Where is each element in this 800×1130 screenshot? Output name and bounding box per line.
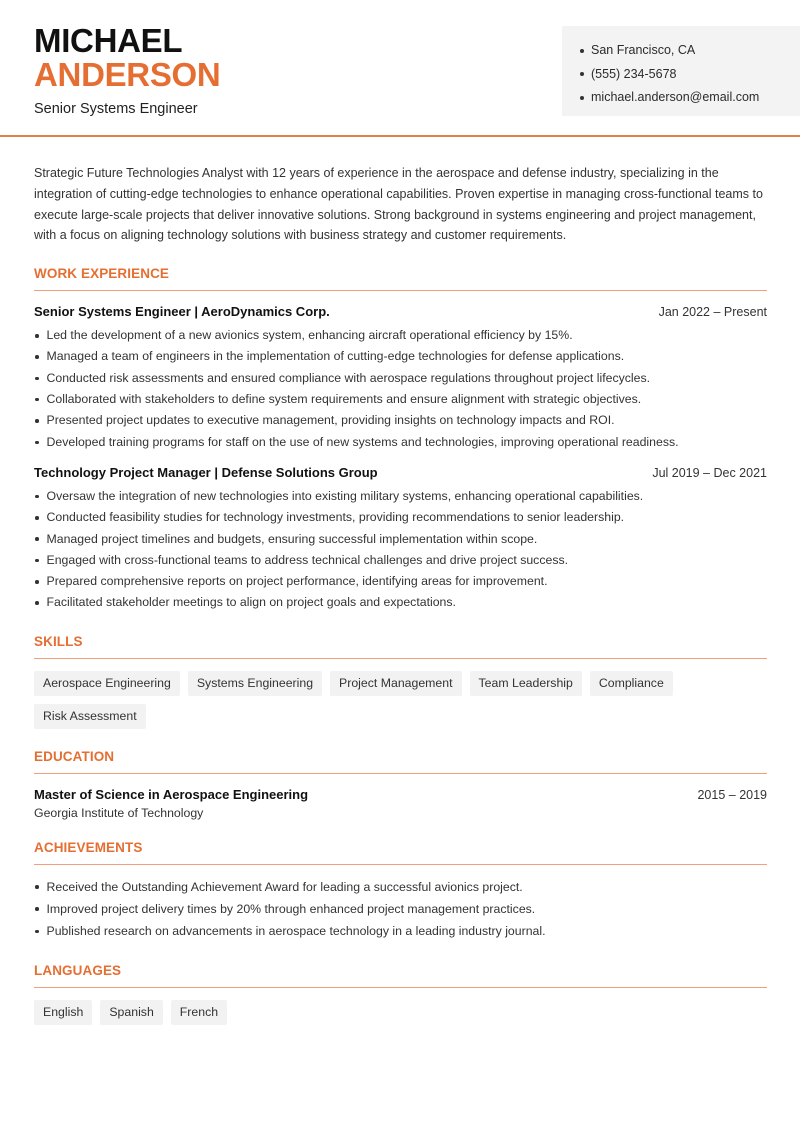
work-experience-section [34, 266, 767, 614]
bullet-icon [35, 537, 39, 541]
bullet-text: Improved project delivery times by 20% through enhanced project management practices. [46, 902, 536, 917]
list-item [34, 592, 767, 613]
job-bullets [34, 486, 767, 614]
bullet-icon [35, 885, 39, 889]
bullet-icon [35, 355, 39, 359]
skill-chip: Aerospace Engineering [34, 671, 180, 696]
bullet-text: Managed project timelines and budgets, ensuring successful implementation within scope. [46, 531, 538, 546]
contact-email[interactable] [580, 86, 800, 110]
bullet-text: Conducted risk assessments and ensured compliance with aerospace regulations throughout project lifecycles. [46, 370, 651, 385]
education-degree: Master of Science in Aerospace Engineering [34, 786, 309, 802]
bullet-icon [35, 441, 39, 445]
first-name: MICHAEL [34, 22, 183, 59]
bullet-icon [35, 398, 39, 402]
list-item [34, 325, 767, 346]
bullet-icon [580, 96, 584, 100]
bullet-text: Conducted feasibility studies for technology investments, providing recommendations to senior leadership. [46, 510, 625, 525]
skill-chip: Team Leadership [470, 671, 582, 696]
bullet-icon [35, 601, 39, 605]
contact-box [562, 26, 800, 116]
bullet-text: Presented project updates to executive management, providing insights on technology impacts and ROI. [46, 413, 615, 428]
summary: Strategic Future Technologies Analyst with 12 years of experience in the aerospace and defense industry, specializing in the integration of cutting-edge technologies to enhance operational capabilities. Proven expertise in managing cross-functional teams to execute large-scale projects that deliver innovative solutions. Strong background in systems engineering and project management, with a focus on aligning technology solutions with business strategy and customer requirements. [34, 166, 763, 243]
skill-chip: Systems Engineering [188, 671, 322, 696]
list-item [34, 920, 767, 942]
education-school: Georgia Institute of Technology [34, 805, 204, 820]
contact-email-text[interactable]: michael.anderson@email.com [591, 90, 760, 104]
skill-chip: Risk Assessment [34, 704, 146, 729]
job-role: Technology Project Manager | Defense Solutions Group [34, 464, 378, 480]
bullet-text: Led the development of a new avionics system, enhancing aircraft operational efficiency by 15%. [46, 328, 573, 343]
skill-chip: Compliance [590, 671, 673, 696]
education-head [34, 787, 767, 802]
list-item [34, 550, 767, 571]
job-dates: Jul 2019 – Dec 2021 [652, 465, 767, 480]
list-item [34, 486, 767, 507]
bullet-icon [35, 495, 39, 499]
name-block [34, 24, 220, 117]
skills-chips [34, 671, 767, 729]
bullet-text: Facilitated stakeholder meetings to align on project goals and expectations. [46, 595, 456, 610]
bullet-text: Developed training programs for staff on the use of new systems and technologies, improving operational readiness. [46, 434, 679, 449]
bullet-text: Engaged with cross-functional teams to address technical challenges and drive project success. [46, 552, 569, 567]
bullet-text: Managed a team of engineers in the implementation of cutting-edge technologies for defense applications. [46, 349, 625, 364]
list-item [34, 876, 767, 898]
language-chip: French [171, 1000, 227, 1025]
list-item [34, 389, 767, 410]
list-item [34, 368, 767, 389]
contact-location-text: San Francisco, CA [591, 43, 696, 57]
language-chip: Spanish [100, 1000, 162, 1025]
job-entry [34, 465, 767, 614]
bullet-text: Oversaw the integration of new technologies into existing military systems, enhancing operational capabilities. [46, 488, 644, 503]
list-item [34, 346, 767, 367]
bullet-icon [35, 516, 39, 520]
contact-location [580, 39, 800, 63]
section-title: WORK EXPERIENCE [34, 266, 767, 291]
job-head [34, 304, 767, 319]
job-bullets [34, 325, 767, 453]
resume-content [34, 163, 767, 1025]
section-title: SKILLS [34, 634, 767, 659]
section-title: EDUCATION [34, 749, 767, 774]
list-item [34, 529, 767, 550]
section-title: ACHIEVEMENTS [34, 840, 767, 865]
bullet-icon [580, 72, 584, 76]
language-chip: English [34, 1000, 92, 1025]
job-head [34, 465, 767, 480]
languages-section [34, 963, 767, 1025]
language-chips [34, 1000, 767, 1025]
bullet-text: Collaborated with stakeholders to define system requirements and ensure alignment with strategic objectives. [46, 392, 642, 407]
bullet-icon [35, 334, 39, 338]
job-role: Senior Systems Engineer | AeroDynamics Corp. [34, 304, 330, 320]
list-item [34, 507, 767, 528]
education-dates: 2015 – 2019 [697, 787, 767, 802]
contact-phone [580, 63, 800, 87]
education-section [34, 749, 767, 820]
bullet-icon [35, 580, 39, 584]
resume-header [0, 0, 800, 137]
bullet-icon [35, 419, 39, 423]
bullet-icon [580, 49, 584, 53]
bullet-icon [35, 559, 39, 563]
contact-phone-text: (555) 234-5678 [591, 66, 677, 81]
bullet-icon [35, 377, 39, 381]
list-item [34, 410, 767, 431]
list-item [34, 432, 767, 453]
list-item [34, 571, 767, 592]
job-title: Senior Systems Engineer [34, 101, 198, 117]
section-title: LANGUAGES [34, 963, 767, 988]
achievements-list [34, 876, 767, 943]
bullet-text: Received the Outstanding Achievement Award for leading a successful avionics project. [46, 879, 523, 894]
bullet-icon [35, 907, 39, 911]
skill-chip: Project Management [330, 671, 461, 696]
last-name: ANDERSON [34, 56, 221, 93]
list-item [34, 898, 767, 920]
achievements-section [34, 840, 767, 943]
bullet-text: Published research on advancements in aerospace technology in a leading industry journal. [46, 924, 546, 939]
skills-section [34, 634, 767, 729]
job-dates: Jan 2022 – Present [658, 305, 767, 320]
bullet-text: Prepared comprehensive reports on project performance, identifying areas for improvement. [46, 574, 548, 589]
bullet-icon [35, 930, 39, 934]
job-entry [34, 304, 767, 453]
